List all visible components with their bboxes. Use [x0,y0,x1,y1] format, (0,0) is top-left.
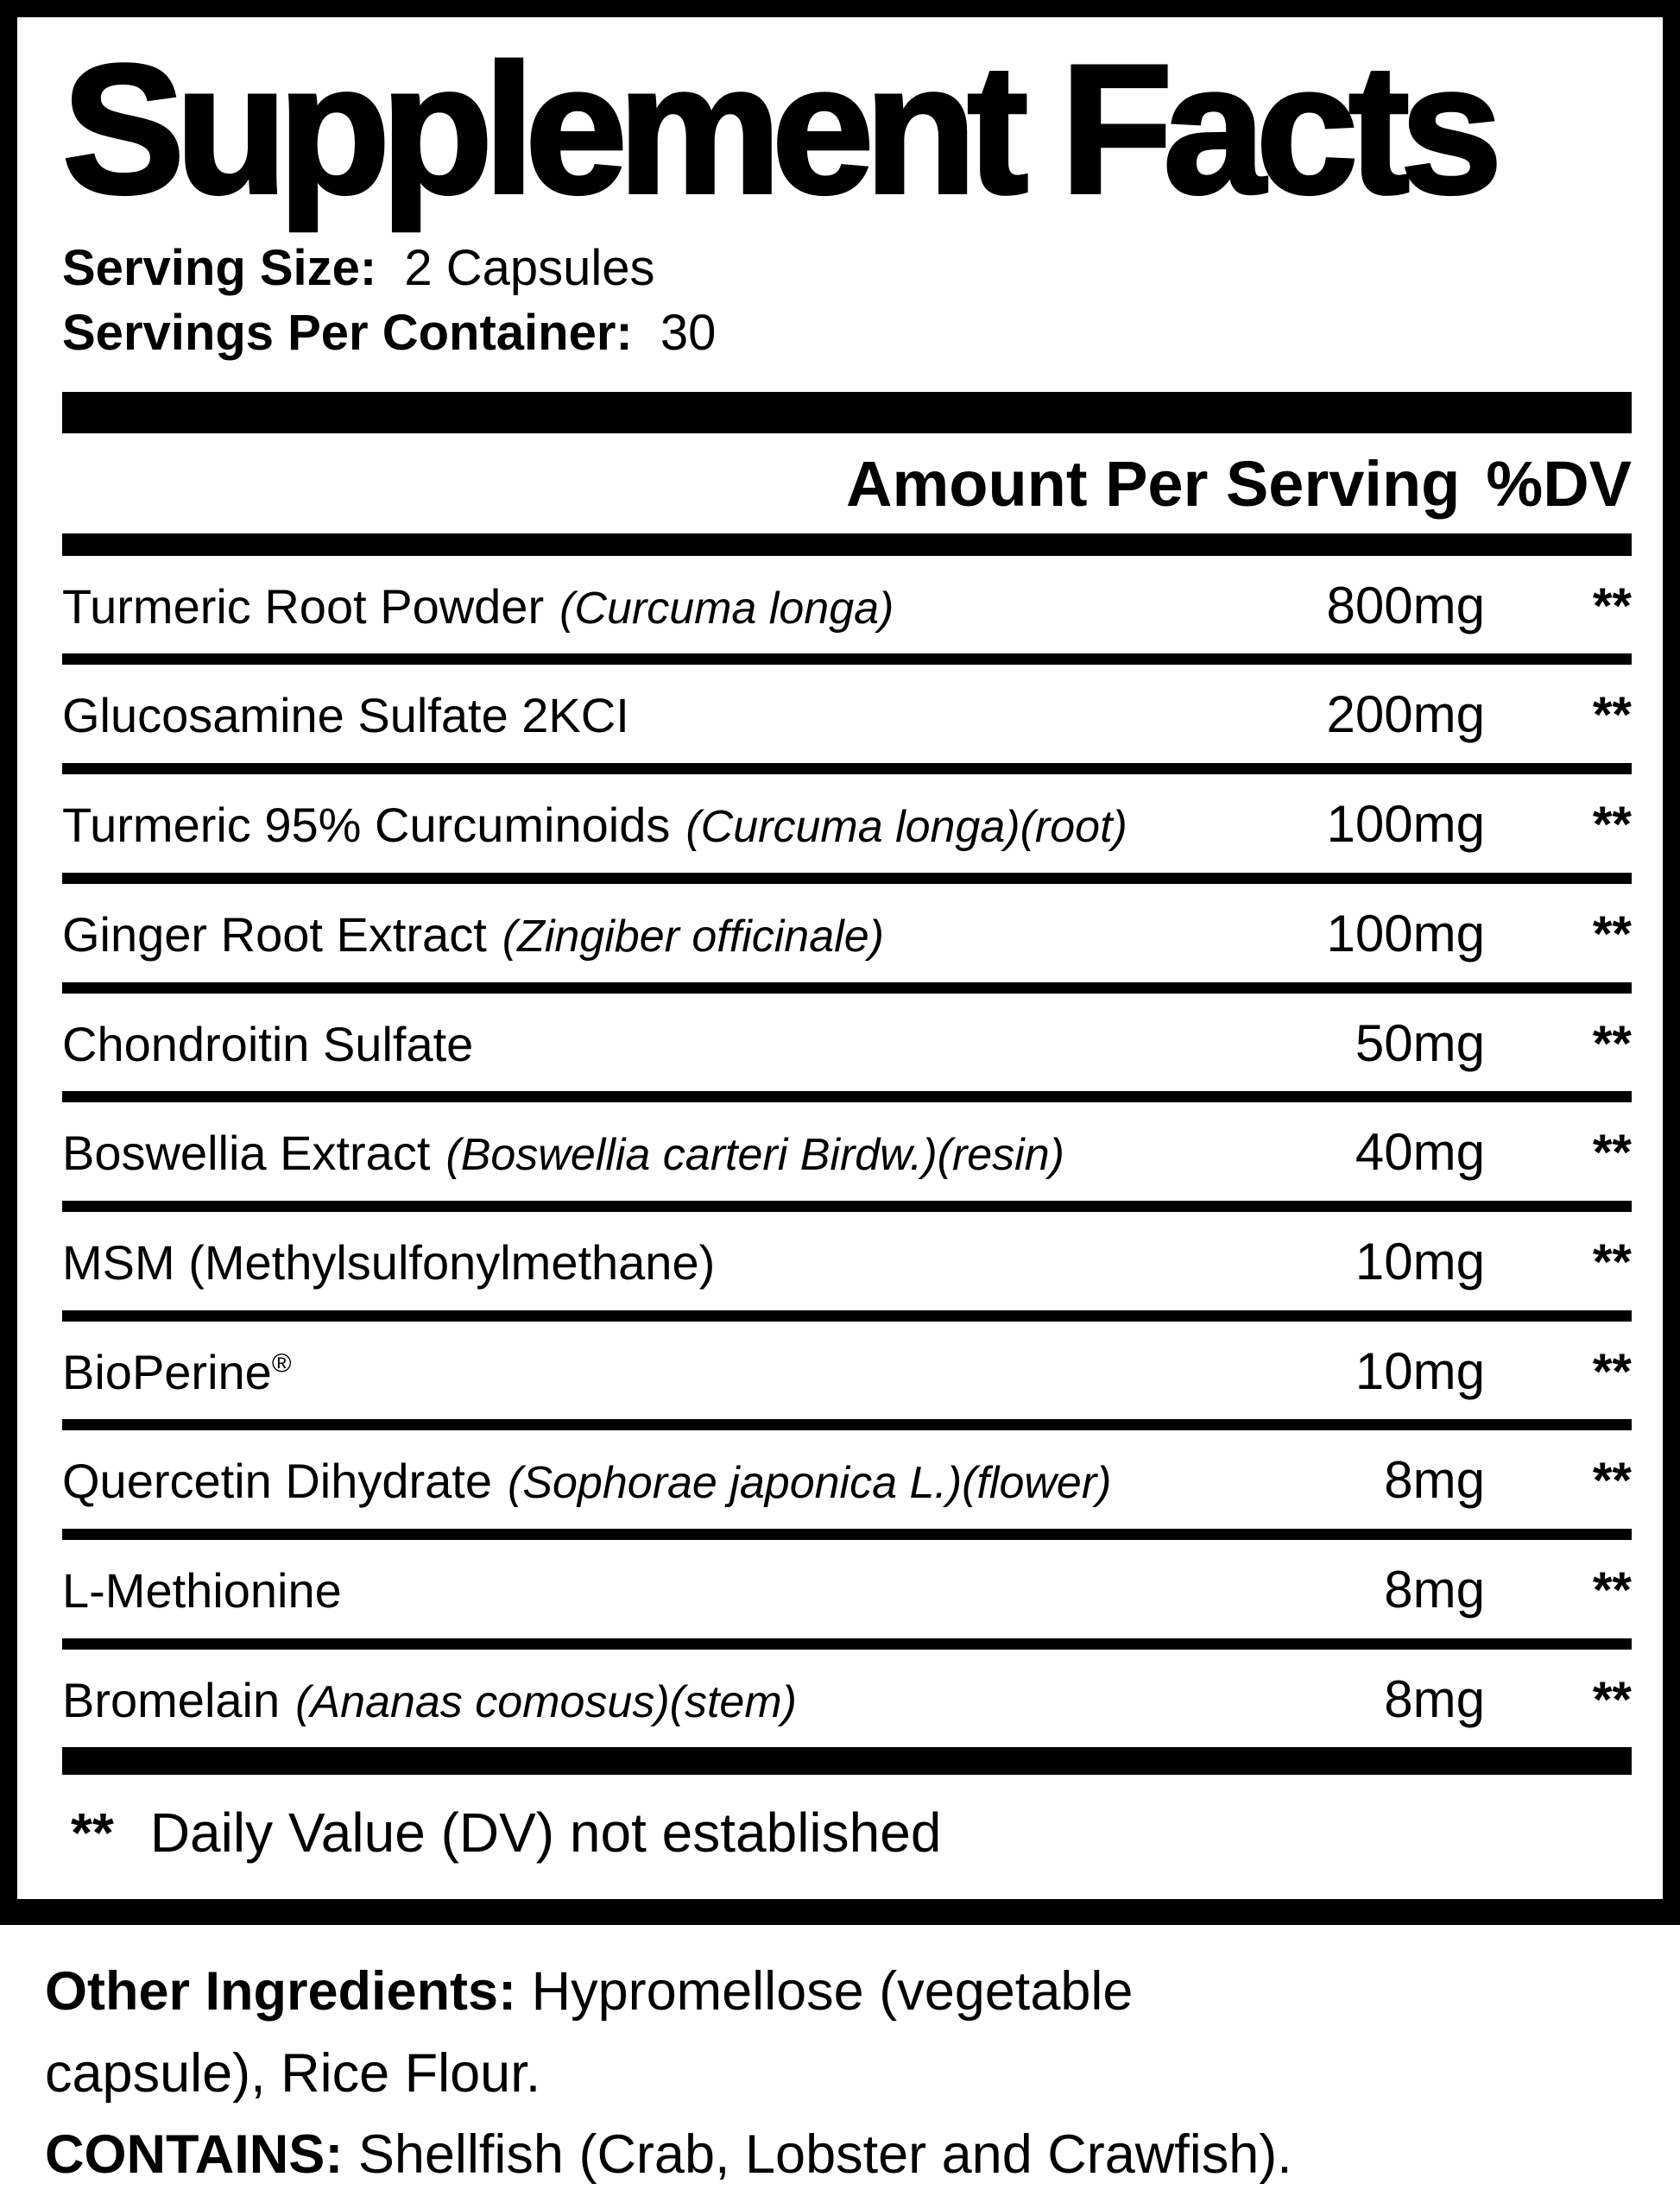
ingredient-row [62,994,1632,1103]
ingredient-latin-name: (Curcuma longa) [559,583,894,634]
ingredient-row [62,774,1632,884]
contains-value: Shellfish (Crab, Lobster and Crawfish). [357,2124,1292,2186]
ingredient-name: Glucosamine Sulfate 2KCI [62,688,629,743]
ingredient-dv: ** [1592,1234,1632,1290]
ingredient-dv: ** [1592,687,1632,744]
registered-trademark-icon: ® [271,1347,292,1378]
ingredient-latin-name: (Boswellia carteri Birdw.)(resin) [445,1130,1064,1181]
other-ingredients-value: Hypromellose (vegetable capsule), Rice Flour. [45,1961,1134,2104]
ingredient-dv: ** [1592,1125,1632,1182]
ingredient-amount: 8mg [1384,1560,1485,1619]
ingredient-dv: ** [1592,1015,1632,1072]
ingredient-row [62,556,1632,666]
ingredient-amount: 8mg [1384,1451,1485,1510]
ingredient-rows [62,556,1632,1748]
serving-size-line [62,236,1632,300]
ingredient-amount: 200mg [1326,685,1485,744]
amount-per-serving-header: Amount Per Serving [846,447,1461,520]
ingredient-amount: 10mg [1355,1341,1485,1400]
ingredient-row [62,665,1632,774]
servings-per-container-line [62,300,1632,365]
ingredient-amount: 10mg [1355,1232,1485,1290]
ingredient-row [62,1650,1632,1748]
ingredient-dv: ** [1592,1562,1632,1619]
other-ingredients-label: Other Ingredients: [45,1961,517,2022]
footnote-text: Daily Value (DV) not established [149,1802,942,1865]
serving-size-label: Serving Size: [62,240,377,296]
ingredient-latin-name: (Ananas comosus)(stem) [295,1676,797,1727]
ingredient-amount: 100mg [1326,795,1485,854]
ingredient-dv: ** [1592,797,1632,854]
ingredient-dv: ** [1592,577,1632,634]
ingredient-name: Ginger Root Extract [62,906,487,962]
ingredient-amount: 800mg [1326,576,1485,634]
ingredient-row [62,1322,1632,1431]
ingredient-row [62,1212,1632,1322]
ingredient-row [62,1540,1632,1650]
ingredient-dv: ** [1592,906,1632,962]
ingredient-latin-name: (Curcuma longa)(root) [685,802,1127,853]
ingredient-name: Bromelain [62,1672,281,1727]
ingredient-name: Chondroitin Sulfate [62,1016,474,1071]
ingredient-name: L-Methionine [62,1562,342,1618]
ingredient-name-text: BioPerine [62,1344,272,1399]
ingredient-name: MSM (Methylsulfonylmethane) [62,1234,716,1290]
ingredient-name: Boswellia Extract [62,1126,431,1181]
column-header [62,433,1632,533]
ingredient-dv: ** [1592,1453,1632,1510]
ingredient-name: Quercetin Dihydrate [62,1454,493,1509]
ingredient-amount: 100mg [1326,904,1485,962]
other-ingredients-paragraph [45,1951,1254,2114]
ingredient-latin-name: (Zingiber officinale) [502,911,884,962]
ingredient-latin-name: (Sophorae japonica L.)(flower) [508,1458,1112,1509]
contains-paragraph [45,2114,1645,2196]
ingredient-amount: 8mg [1384,1669,1485,1728]
top-thick-divider [62,392,1632,433]
ingredient-dv: ** [1592,1343,1632,1400]
ingredient-amount: 40mg [1355,1123,1485,1182]
servings-per-container-label: Servings Per Container: [62,305,633,362]
ingredient-name: Turmeric 95% Curcuminoids [62,798,671,853]
ingredient-dv: ** [1592,1671,1632,1728]
dv-footnote [62,1775,1632,1887]
serving-size-value: 2 Capsules [404,240,655,296]
header-divider [62,533,1632,556]
supplement-facts-title: Supplement Facts [62,27,1494,232]
ingredient-row [62,1102,1632,1212]
ingredient-row [62,884,1632,994]
ingredient-amount: 50mg [1355,1013,1485,1072]
servings-per-container-value: 30 [660,305,717,362]
percent-dv-header: %DV [1486,447,1632,520]
ingredient-name: Turmeric Root Powder [62,578,545,634]
ingredient-name [62,1345,292,1400]
footnote-symbol: ** [71,1802,114,1865]
bottom-section [0,1925,1680,2196]
contains-label: CONTAINS: [45,2124,344,2186]
footnote-divider [62,1747,1632,1775]
ingredient-row [62,1430,1632,1540]
